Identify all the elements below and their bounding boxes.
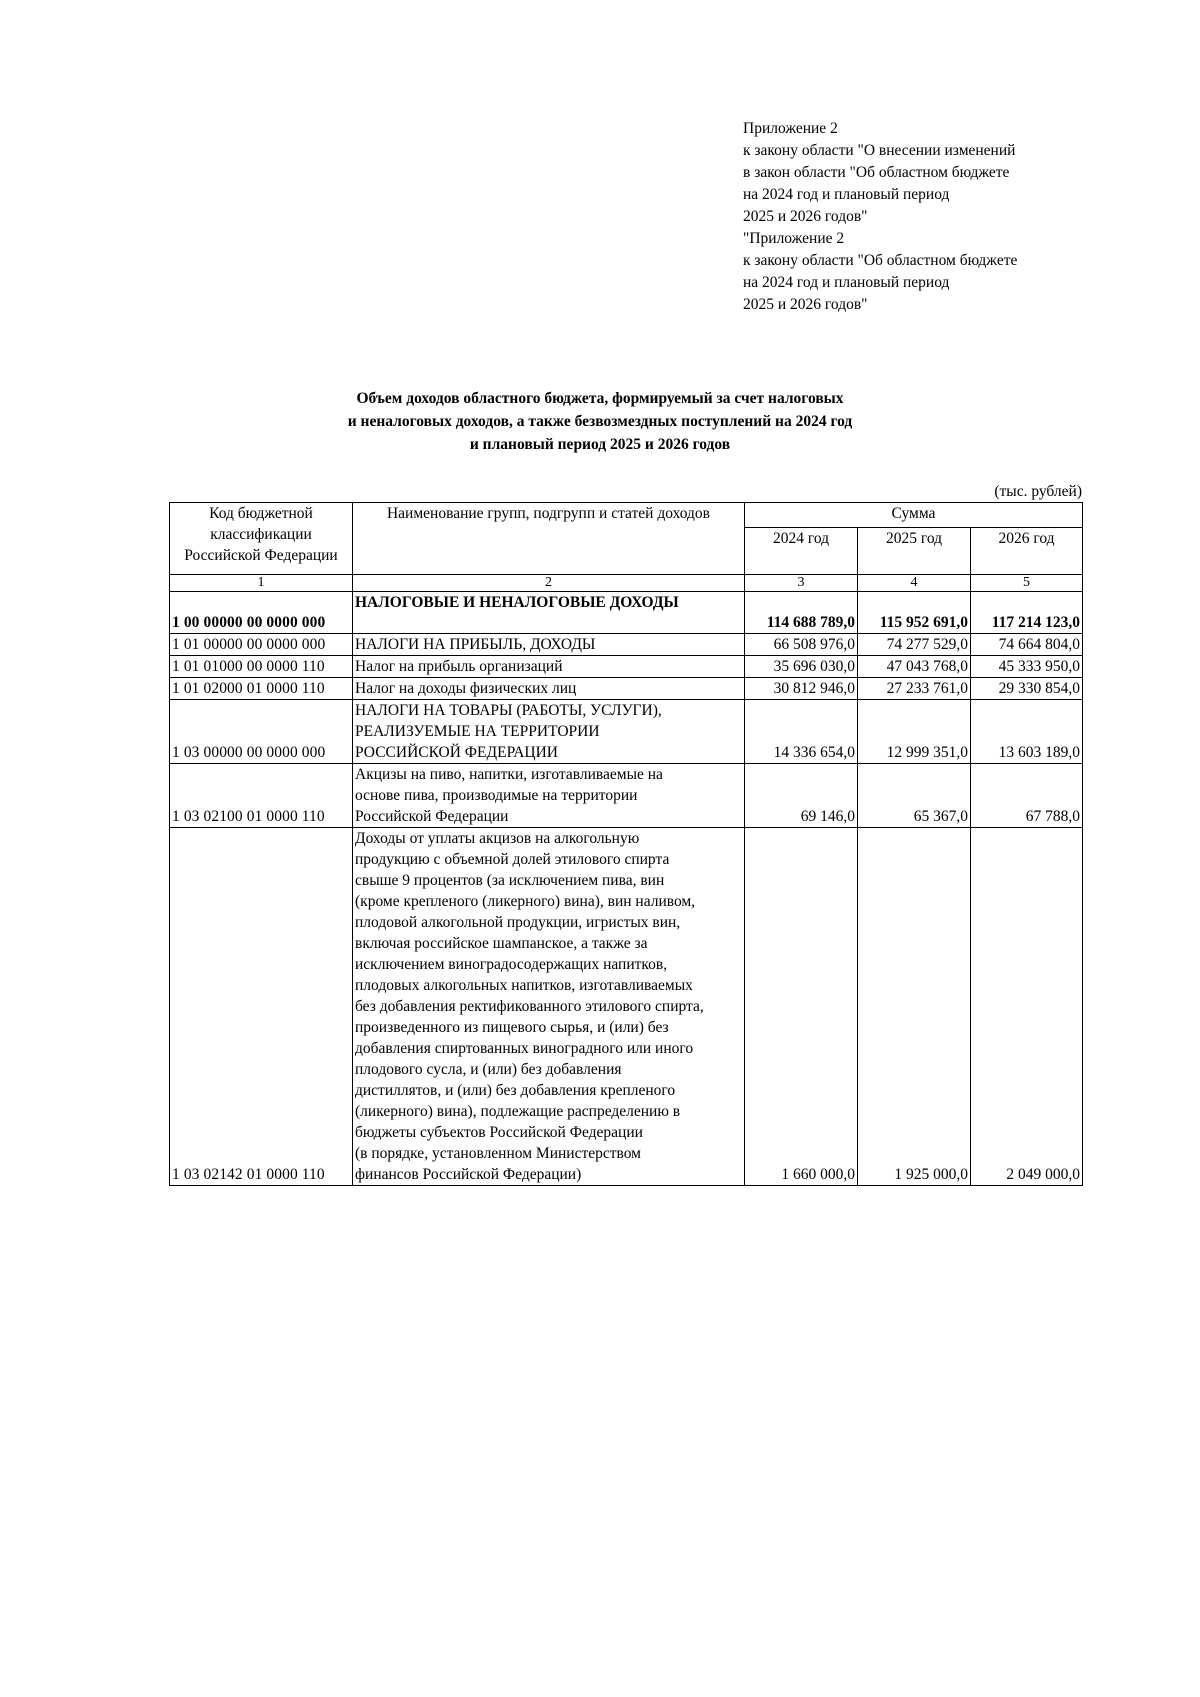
row-name: Акцизы на пиво, напитки, изготавливаемые на основе пива, производимые на территории Российской Федерации: [353, 764, 745, 828]
table-row: [170, 764, 1083, 828]
row-value-2024: 14 336 654,0: [745, 700, 858, 764]
header-year-2026: 2026 год: [971, 528, 1083, 575]
appendix-line: на 2024 год и плановый период: [743, 186, 950, 203]
table-row: [170, 700, 1083, 764]
header-code: Код бюджетной классификации Российской Федерации: [170, 503, 353, 575]
appendix-line: в закон области "Об областном бюджете: [743, 164, 1010, 181]
table-row: [170, 828, 1083, 1186]
header-sum: Сумма: [745, 503, 1083, 528]
column-index: 4: [858, 575, 971, 592]
table-row: [170, 678, 1083, 700]
column-index-row: [170, 575, 1083, 592]
title-line: и неналоговых доходов, а также безвозмездных поступлений на 2024 год: [347, 413, 853, 430]
header-year-2025: 2025 год: [858, 528, 971, 575]
row-value-2026: 67 788,0: [971, 764, 1083, 828]
row-code: 1 00 00000 00 0000 000: [170, 592, 353, 634]
table-header-row: [170, 503, 1083, 528]
column-index: 1: [170, 575, 353, 592]
row-code: 1 01 00000 00 0000 000: [170, 634, 353, 656]
header-name: Наименование групп, подгрупп и статей доходов: [353, 503, 745, 575]
row-code: 1 03 02142 01 0000 110: [170, 828, 353, 1186]
header-year-2024: 2024 год: [745, 528, 858, 575]
appendix-line: "Приложение 2: [743, 230, 845, 247]
row-value-2025: 27 233 761,0: [858, 678, 971, 700]
column-index: 3: [745, 575, 858, 592]
table-row: [170, 634, 1083, 656]
row-value-2026: 13 603 189,0: [971, 700, 1083, 764]
column-index: 5: [971, 575, 1083, 592]
appendix-line: к закону области "О внесении изменений: [743, 142, 1016, 159]
row-name: Налог на доходы физических лиц: [353, 678, 745, 700]
row-name: Налог на прибыль организаций: [353, 656, 745, 678]
row-value-2024: 35 696 030,0: [745, 656, 858, 678]
appendix-line: 2025 и 2026 годов": [743, 208, 868, 225]
appendix-line: на 2024 год и плановый период: [743, 274, 950, 291]
table-row: [170, 656, 1083, 678]
row-value-2024: 30 812 946,0: [745, 678, 858, 700]
title-line: Объем доходов областного бюджета, формируемый за счет налоговых: [356, 390, 844, 407]
row-code: 1 03 02100 01 0000 110: [170, 764, 353, 828]
appendix-line: 2025 и 2026 годов": [743, 296, 868, 313]
table-row: [170, 592, 1083, 634]
appendix-note: [743, 118, 1073, 316]
row-name: НАЛОГОВЫЕ И НЕНАЛОГОВЫЕ ДОХОДЫ: [353, 592, 745, 634]
row-value-2025: 115 952 691,0: [858, 592, 971, 634]
row-name: Доходы от уплаты акцизов на алкогольную продукцию с объемной долей этилового спирта свыше 9 процентов (за исключением пива, вин (кроме крепленого (ликерного) вина), вин наливом, плодовой алкогольной продукции, игристых вин, включая российское шампанское, а также за исключением виноградосодержащих напитков, плодовых алкогольных напитков, изготавливаемых без добавления ректификованного этилового спирта, произведенного из пищевого сырья, и (или) без добавления спиртованных виноградного или иного плодового сусла, и (или) без добавления дистиллятов, и (или) без добавления крепленого (ликерного) вина), подлежащие распределению в бюджеты субъектов Российской Федерации (в порядке, установленном Министерством финансов Российской Федерации): [353, 828, 745, 1186]
column-index: 2: [353, 575, 745, 592]
row-value-2025: 47 043 768,0: [858, 656, 971, 678]
row-value-2026: 117 214 123,0: [971, 592, 1083, 634]
appendix-line: Приложение 2: [743, 120, 838, 137]
row-value-2026: 2 049 000,0: [971, 828, 1083, 1186]
row-value-2026: 74 664 804,0: [971, 634, 1083, 656]
row-value-2024: 114 688 789,0: [745, 592, 858, 634]
row-value-2026: 45 333 950,0: [971, 656, 1083, 678]
row-code: 1 03 00000 00 0000 000: [170, 700, 353, 764]
row-value-2024: 1 660 000,0: [745, 828, 858, 1186]
units-label: (тыс. рублей): [994, 483, 1082, 500]
row-value-2024: 66 508 976,0: [745, 634, 858, 656]
title-line: и плановый период 2025 и 2026 годов: [469, 436, 731, 453]
document-title: [250, 387, 950, 456]
row-value-2025: 65 367,0: [858, 764, 971, 828]
row-code: 1 01 01000 00 0000 110: [170, 656, 353, 678]
row-value-2024: 69 146,0: [745, 764, 858, 828]
row-name: НАЛОГИ НА ПРИБЫЛЬ, ДОХОДЫ: [353, 634, 745, 656]
row-value-2025: 74 277 529,0: [858, 634, 971, 656]
row-name: НАЛОГИ НА ТОВАРЫ (РАБОТЫ, УСЛУГИ), РЕАЛИЗУЕМЫЕ НА ТЕРРИТОРИИ РОССИЙСКОЙ ФЕДЕРАЦИИ: [353, 700, 745, 764]
row-value-2025: 12 999 351,0: [858, 700, 971, 764]
appendix-line: к закону области "Об областном бюджете: [743, 252, 1018, 269]
row-value-2026: 29 330 854,0: [971, 678, 1083, 700]
row-value-2025: 1 925 000,0: [858, 828, 971, 1186]
row-code: 1 01 02000 01 0000 110: [170, 678, 353, 700]
revenue-table: [169, 502, 1083, 1186]
